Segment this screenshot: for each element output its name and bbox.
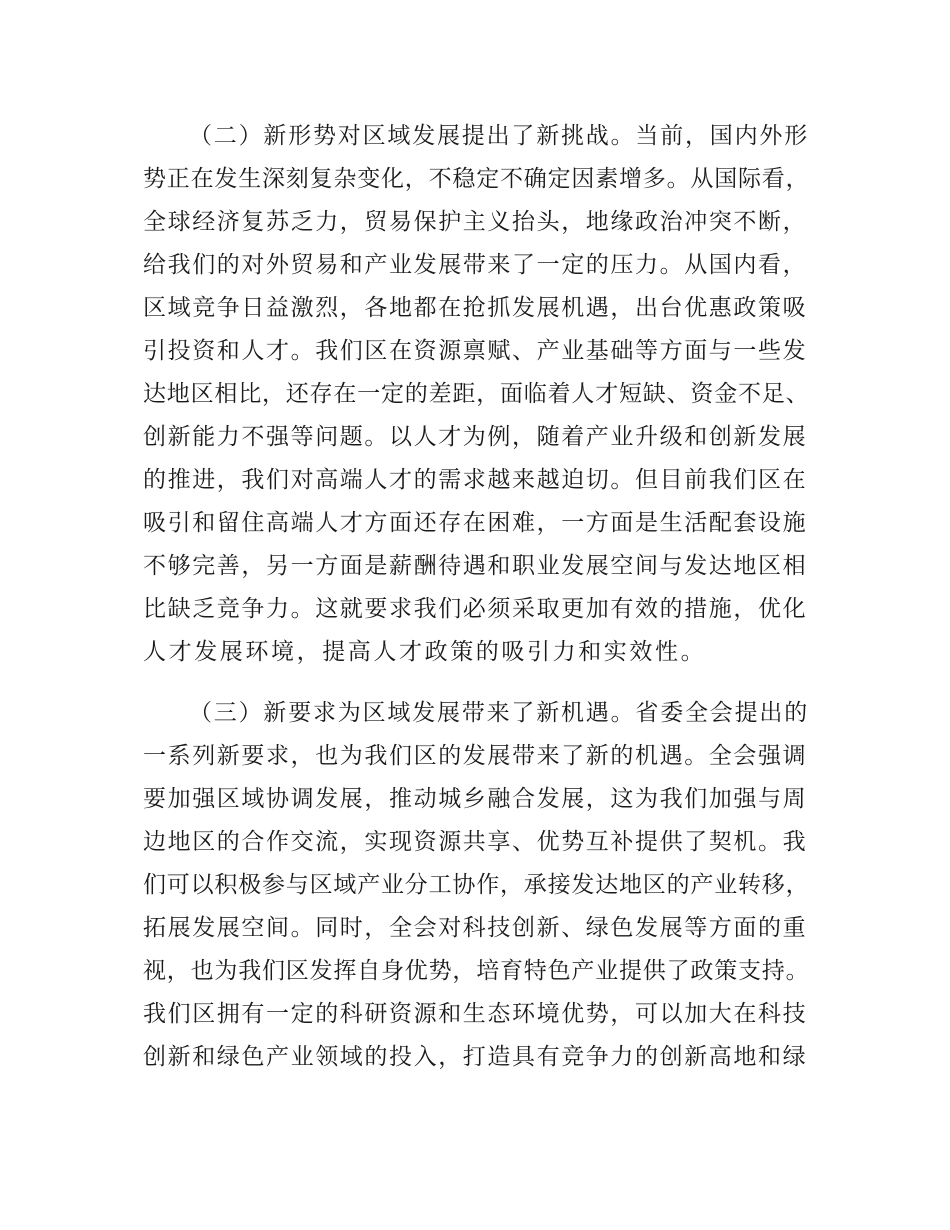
paragraph-1-line-6: 引投资和人才。我们区在资源禀赋、产业基础等方面与一些发 [143,338,808,364]
paragraph-1-line-12: 比缺乏竞争力。这就要求我们必须采取更加有效的措施，优化 [143,596,808,622]
paragraph-1-line-8: 创新能力不强等问题。以人才为例，随着产业升级和创新发展 [143,424,808,450]
paragraph-2-line-9: 创新和绿色产业领域的投入，打造具有竞争力的创新高地和绿 [143,1044,808,1070]
paragraph-1-line-4: 给我们的对外贸易和产业发展带来了一定的压力。从国内看， [143,252,808,278]
paragraph-1-line-3: 全球经济复苏乏力，贸易保护主义抬头，地缘政治冲突不断， [143,209,808,235]
paragraph-2-line-2: 一系列新要求，也为我们区的发展带来了新的机遇。全会强调 [143,743,808,769]
paragraph-2-line-6: 拓展发展空间。同时，全会对科技创新、绿色发展等方面的重 [143,915,808,941]
paragraph-1-line-10: 吸引和留住高端人才方面还存在困难，一方面是生活配套设施 [143,510,808,536]
paragraph-1-line-11: 不够完善，另一方面是薪酬待遇和职业发展空间与发达地区相 [143,553,808,579]
paragraph-2-line-4: 边地区的合作交流，实现资源共享、优势互补提供了契机。我 [143,829,808,855]
paragraph-2-line-8: 我们区拥有一定的科研资源和生态环境优势，可以加大在科技 [143,1001,808,1027]
paragraph-1-line-2: 势正在发生深刻复杂变化，不稳定不确定因素增多。从国际看， [143,166,810,192]
paragraph-2-line-7: 视，也为我们区发挥自身优势，培育特色产业提供了政策支持。 [143,958,810,984]
paragraph-1-line-5: 区域竞争日益激烈，各地都在抢抓发展机遇，出台优惠政策吸 [143,295,808,321]
paragraph-1-line-9: 的推进，我们对高端人才的需求越来越迫切。但目前我们区在 [143,467,808,493]
paragraph-1-line-7: 达地区相比，还存在一定的差距，面临着人才短缺、资金不足、 [143,381,810,407]
paragraph-2-line-3: 要加强区域协调发展，推动城乡融合发展，这为我们加强与周 [143,786,808,812]
paragraph-1-line-13: 人才发展环境，提高人才政策的吸引力和实效性。 [143,639,707,665]
paragraph-1-line-1: （二）新形势对区域发展提出了新挑战。当前，国内外形 [189,123,809,149]
paragraph-2-line-1: （三）新要求为区域发展带来了新机遇。省委全会提出的 [189,700,809,726]
paragraph-2-line-5: 们可以积极参与区域产业分工协作，承接发达地区的产业转移， [143,872,810,898]
